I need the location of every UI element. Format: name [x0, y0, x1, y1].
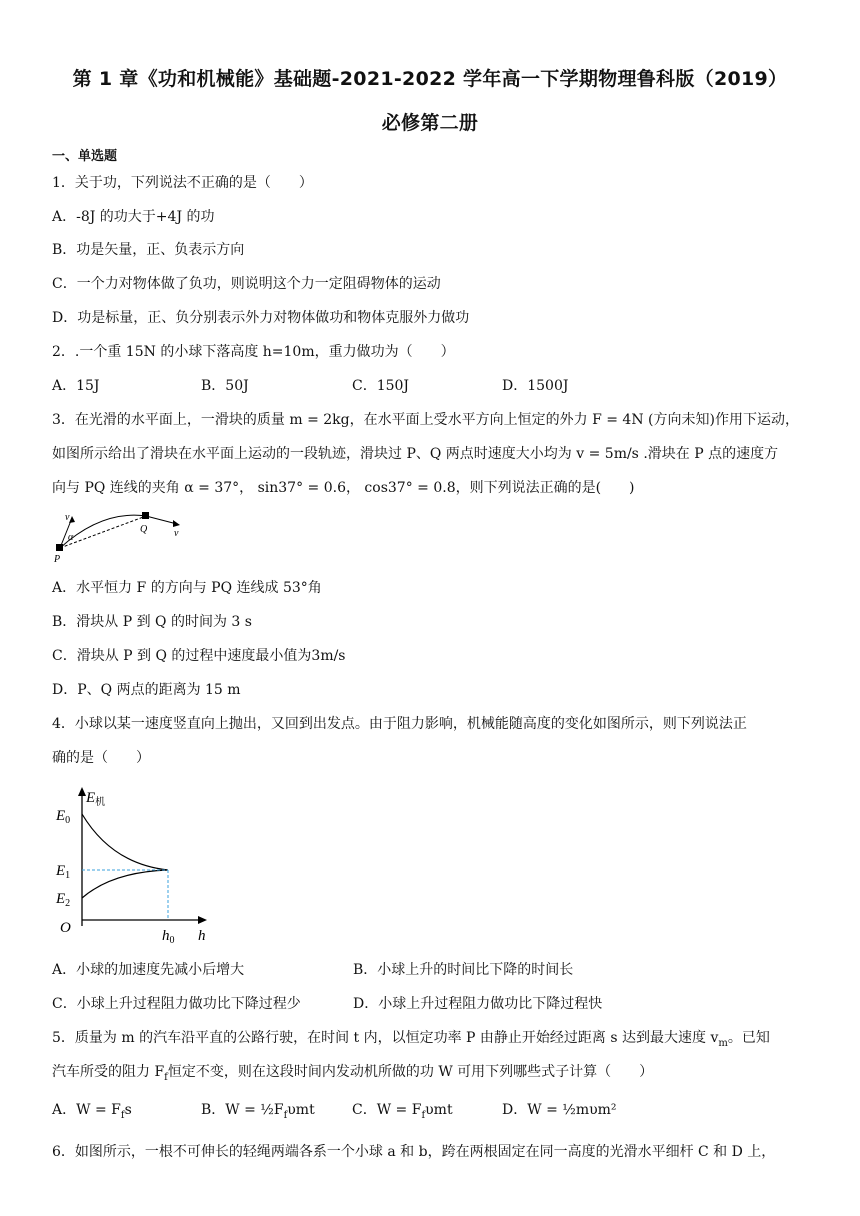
q1-stem: 1．关于功，下列说法不正确的是（ ）	[52, 175, 313, 191]
ascent-curve	[82, 814, 168, 870]
q2-option-c: C．150J	[352, 378, 410, 394]
q4-energy-height-graph	[52, 784, 222, 946]
q4-option-c: C．小球上升过程阻力做功比下降过程少	[52, 996, 301, 1012]
q2-option-b: B．50J	[201, 378, 249, 394]
q1-option-b: B．功是矢量，正、负表示方向	[52, 242, 245, 258]
q4-stem-line1: 4．小球以某一速度竖直向上抛出，又回到出发点。由于阻力影响，机械能随高度的变化如图所示，则下列说法正	[52, 716, 747, 732]
tick-e2: $E_2$	[56, 891, 71, 909]
label-p: P	[54, 554, 61, 565]
label-v-right: v	[174, 528, 179, 539]
q4-option-b: B．小球上升的时间比下降的时间长	[353, 962, 574, 978]
x-axis-arrow	[198, 916, 207, 924]
section-heading: 一、单选题	[52, 149, 118, 164]
q3-stem-line3: 向与 PQ 连线的夹角 α = 37°， sin37° = 0.6， cos37° = 0.8，则下列说法正确的是( )	[52, 480, 635, 496]
q1-option-d: D．功是标量，正、负分别表示外力对物体做功和物体克服外力做功	[52, 310, 470, 326]
tick-h0: $h_0$	[162, 928, 175, 946]
q4-option-d: D．小球上升过程阻力做功比下降过程快	[353, 996, 603, 1012]
q3-stem-line2: 如图所示给出了滑块在水平面上运动的一段轨迹，滑块过 P、Q 两点时速度大小均为 v = 5m/s .滑块在 P 点的速度方	[52, 446, 779, 462]
q2-stem: 2．.一个重 15N 的小球下落高度 h=10m，重力做功为（ ）	[52, 344, 455, 360]
label-v-left: v	[65, 512, 70, 523]
velocity-arrow-q	[146, 516, 177, 524]
q1-option-c: C．一个力对物体做了负功，则说明这个力一定阻碍物体的运动	[52, 276, 441, 292]
velocity-arrowhead-q	[173, 520, 180, 527]
doc-title-line1: 第 1 章《功和机械能》基础题-2021-2022 学年高一下学期物理鲁科版（2019）	[72, 68, 788, 90]
label-alpha: α	[68, 532, 74, 543]
label-q: Q	[140, 524, 148, 535]
q5-option-c: C．$W = F_f\upsilon mt$	[352, 1102, 453, 1121]
q4-stem-line2: 确的是（ ）	[52, 750, 150, 766]
tick-e1: $E_1$	[56, 863, 71, 881]
y-axis-arrow	[78, 787, 86, 796]
q5-stem-line1: 5．质量为 m 的汽车沿平直的公路行驶，在时间 t 内，以恒定功率 P 由静止开始经过距离 s 达到最大速度 $v_m$。已知	[52, 1030, 770, 1049]
descent-curve	[82, 870, 168, 898]
q5-option-a: A．$W = F_fs$	[52, 1102, 132, 1121]
q6-stem-line1: 6．如图所示，一根不可伸长的轻绳两端各系一个小球 a 和 b，跨在两根固定在同一高度的光滑水平细杆 C 和 D 上，	[52, 1144, 776, 1160]
point-q-block	[142, 512, 149, 519]
q2-option-a: A．15J	[52, 378, 100, 394]
q3-option-c: C．滑块从 P 到 Q 的过程中速度最小值为3m/s	[52, 648, 346, 664]
q3-option-b: B．滑块从 P 到 Q 的时间为 3 s	[52, 614, 252, 630]
q5-stem-line2: 汽车所受的阻力 $F_f$恒定不变，则在这段时间内发动机所做的功 W 可用下列哪些式子计算（ ）	[52, 1064, 654, 1083]
origin-label: O	[60, 920, 71, 936]
q5-option-d: D．W = ½mυm²	[502, 1102, 617, 1118]
q1-option-a: A．-8J 的功大于+4J 的功	[52, 209, 215, 225]
doc-title-line2: 必修第二册	[381, 112, 479, 134]
tick-e0: $E_0$	[56, 808, 71, 826]
q3-trajectory-figure	[52, 506, 192, 566]
q3-option-a: A．水平恒力 F 的方向与 PQ 连线成 53°角	[52, 580, 322, 596]
y-axis-label: $E_机$	[86, 790, 106, 808]
q3-option-d: D．P、Q 两点的距离为 15 m	[52, 682, 241, 698]
q5-option-b: B．$W = \frac{1}{2}F_f\upsilon mt$	[201, 1102, 315, 1121]
q4-option-a: A．小球的加速度先减小后增大	[52, 962, 245, 978]
velocity-arrowhead-p	[69, 516, 75, 523]
x-axis-label: h	[198, 928, 206, 944]
q2-option-d: D．1500J	[502, 378, 569, 394]
point-p-block	[56, 544, 63, 551]
q3-stem-line1: 3．在光滑的水平面上，一滑块的质量 m = 2kg，在水平面上受水平方向上恒定的外力 F = 4N (方向未知)作用下运动，	[52, 412, 799, 428]
